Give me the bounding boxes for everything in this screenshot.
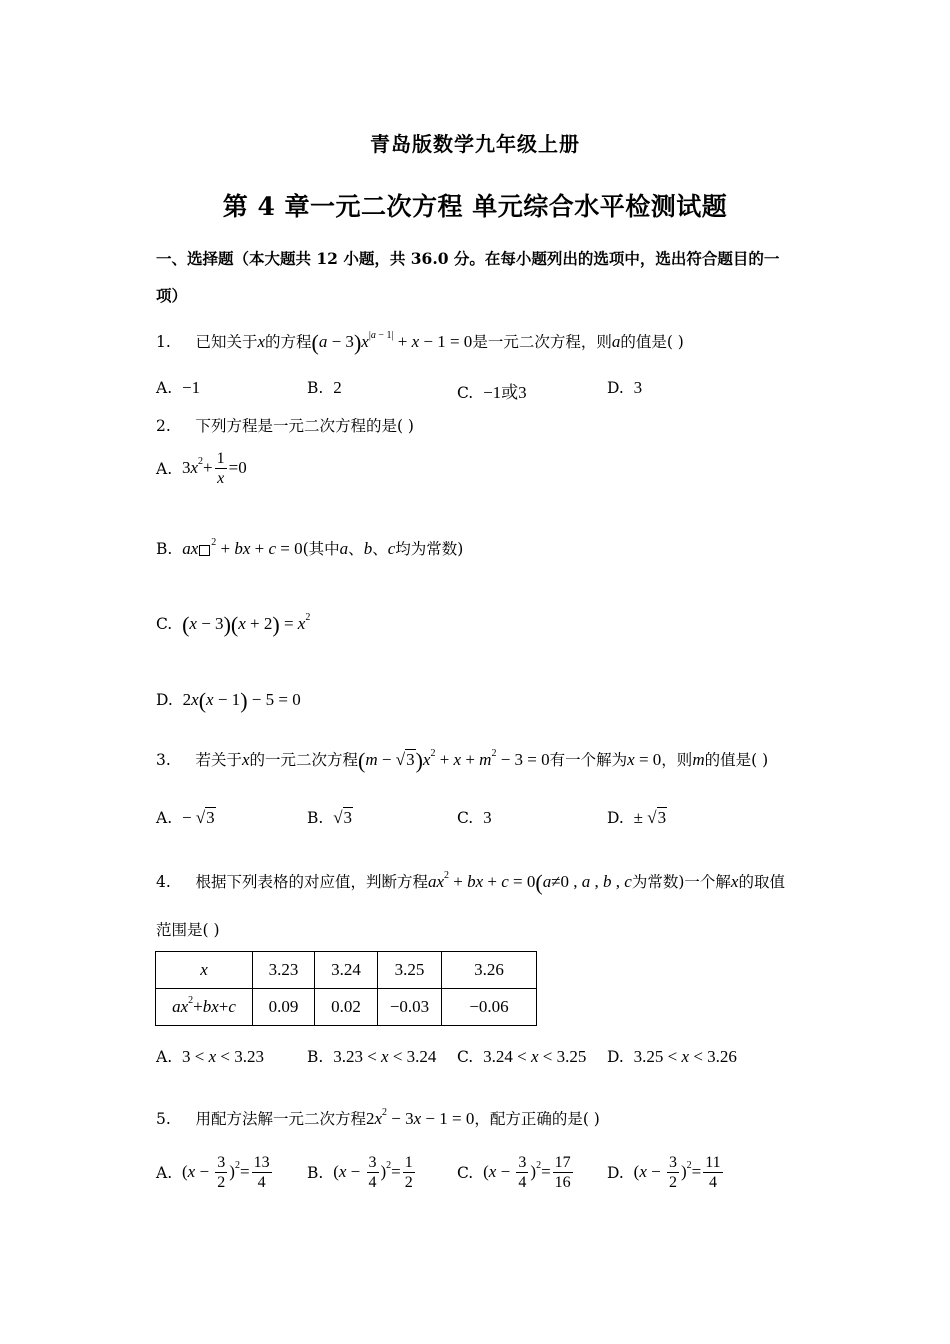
equation: $ax^2$ + bx + c = 0(a≠0 , a , b , c [427, 870, 632, 896]
equation: 2x(x − 1) − 5 = 0 [182, 688, 301, 713]
equation: (x − $\frac{3}{4}$ )$^2$= $\frac{17}{16}$ [483, 1154, 571, 1191]
option-a[interactable]: A. − √3 [156, 808, 215, 827]
table-row [156, 952, 537, 989]
table-cell: 3.24 [315, 952, 378, 989]
table-cell: 3.23 [253, 952, 315, 989]
option-c[interactable]: C. $(x - 3)(x + 2) = x^2$ [156, 612, 311, 637]
question-number: 4. [156, 873, 171, 891]
equation: (x − $\frac{3}{2}$ )$^2$= $\frac{11}{4}$ [633, 1154, 721, 1191]
table-cell: 0.09 [253, 989, 315, 1026]
table-row [156, 989, 537, 1026]
question-text: 的值是( ) [620, 333, 684, 351]
option-d[interactable]: D. ± √3 [607, 808, 667, 827]
equation: (x − $\frac{3}{4}$ )$^2$= $\frac{1}{2}$ [333, 1154, 413, 1191]
question-2 [156, 414, 414, 436]
equation: $(a - 3)x^{|a - 1|} + x - 1 = 0$ [311, 330, 473, 356]
equation: $3x^2+$ $\frac{1}{x}$ =0 [181, 450, 247, 487]
question-4: 4. 根据下列表格的对应值，判断方程$ax^2$ + bx + c = 0(a≠0 , a , b , c为常数)一个解x的取值 [156, 870, 785, 896]
option-d[interactable]: D. (x − $\frac{3}{2}$ )$^2$= $\frac{11}{4}$ [607, 1155, 725, 1191]
question-text: 是一元二次方程，则 [472, 333, 612, 351]
equation: $(x - 3)(x + 2) = x^2$ [182, 612, 311, 637]
question-text: 已知关于 [195, 333, 258, 351]
option-c[interactable]: C. −1或3 [457, 383, 527, 402]
option-d[interactable]: D. 2x(x − 1) − 5 = 0 [156, 688, 301, 713]
document-title: 青岛版数学九年级上册 [370, 132, 580, 156]
table-cell: −0.06 [442, 989, 537, 1026]
option-c[interactable]: C. (x − $\frac{3}{4}$ )$^2$= $\frac{17}{16}$ [457, 1155, 575, 1191]
question-3: 3. 若关于x的一元二次方程$(m - √3)x^2 + x + m^2 - 3 = 0$有一个解为x = 0，则m的值是( ) [156, 748, 769, 774]
question-text: 下列方程是一元二次方程的是( ) [195, 417, 414, 435]
table-header-cell: $ax^2+bx+c$ [156, 989, 253, 1026]
option-a[interactable]: A. $3x^2+$ $\frac{1}{x}$ =0 [156, 450, 247, 487]
question-5: 5. 用配方法解一元二次方程$2x^2 - 3x - 1 = 0$，配方正确的是( ) [156, 1107, 600, 1128]
option-b[interactable]: B. 2 [307, 378, 342, 397]
table-cell: 3.26 [442, 952, 537, 989]
table-cell: 0.02 [315, 989, 378, 1026]
table-cell: −0.03 [378, 989, 442, 1026]
option-b[interactable]: B. √3 [307, 808, 353, 827]
question-number: 1. [156, 333, 171, 351]
equation: $(m - √3)x^2 + x + m^2 - 3 = 0$ [358, 748, 550, 774]
section-heading-line1: 一、选择题（本大题共 12 小题，共 36.0 分。在每小题列出的选项中，选出符合题目的一 [156, 249, 780, 268]
option-b[interactable]: B. 3.23 < x < 3.24 [307, 1047, 437, 1066]
question-number: 5. [156, 1110, 171, 1128]
option-b[interactable]: B. ax $^2$ + bx + c = 0(其中a、b、c均为常数) [156, 537, 464, 558]
table-cell: 3.25 [378, 952, 442, 989]
document-subtitle: 第 4 章一元二次方程 单元综合水平检测试题 [222, 192, 728, 221]
question-4-line2: 范围是( ) [156, 921, 220, 939]
equation: $2x^2 - 3x - 1 = 0$ [365, 1107, 475, 1128]
table-header-cell: x [156, 952, 253, 989]
equation: (x − $\frac{3}{2}$ )$^2$= $\frac{13}{4}$ [181, 1154, 270, 1191]
option-a[interactable]: A. 3 < x < 3.23 [156, 1047, 264, 1066]
option-d[interactable]: D. 3.25 < x < 3.26 [607, 1047, 737, 1066]
question-text: 的方程 [265, 333, 312, 351]
option-c[interactable]: C. 3.24 < x < 3.25 [457, 1047, 587, 1066]
equation: ax $^2$ + bx + c = 0 [182, 537, 303, 558]
placeholder-box-icon [199, 545, 210, 556]
question-1: 1. 已知关于x的方程$(a - 3)x^{|a - 1|} + x - 1 = 0$是一元二次方程，则a的值是( ) [156, 330, 684, 356]
option-b[interactable]: B. (x − $\frac{3}{4}$ )$^2$= $\frac{1}{2}$ [307, 1155, 417, 1191]
value-table [155, 951, 537, 1026]
option-d[interactable]: D. 3 [607, 378, 643, 397]
question-number: 3. [156, 751, 171, 769]
option-a[interactable]: A. (x − $\frac{3}{2}$ )$^2$= $\frac{13}{4}$ [156, 1155, 274, 1191]
question-number: 2. [156, 417, 171, 435]
section-heading-line2: 项） [156, 286, 188, 305]
option-a[interactable]: A. −1 [156, 378, 201, 397]
option-c[interactable]: C. 3 [457, 808, 492, 827]
